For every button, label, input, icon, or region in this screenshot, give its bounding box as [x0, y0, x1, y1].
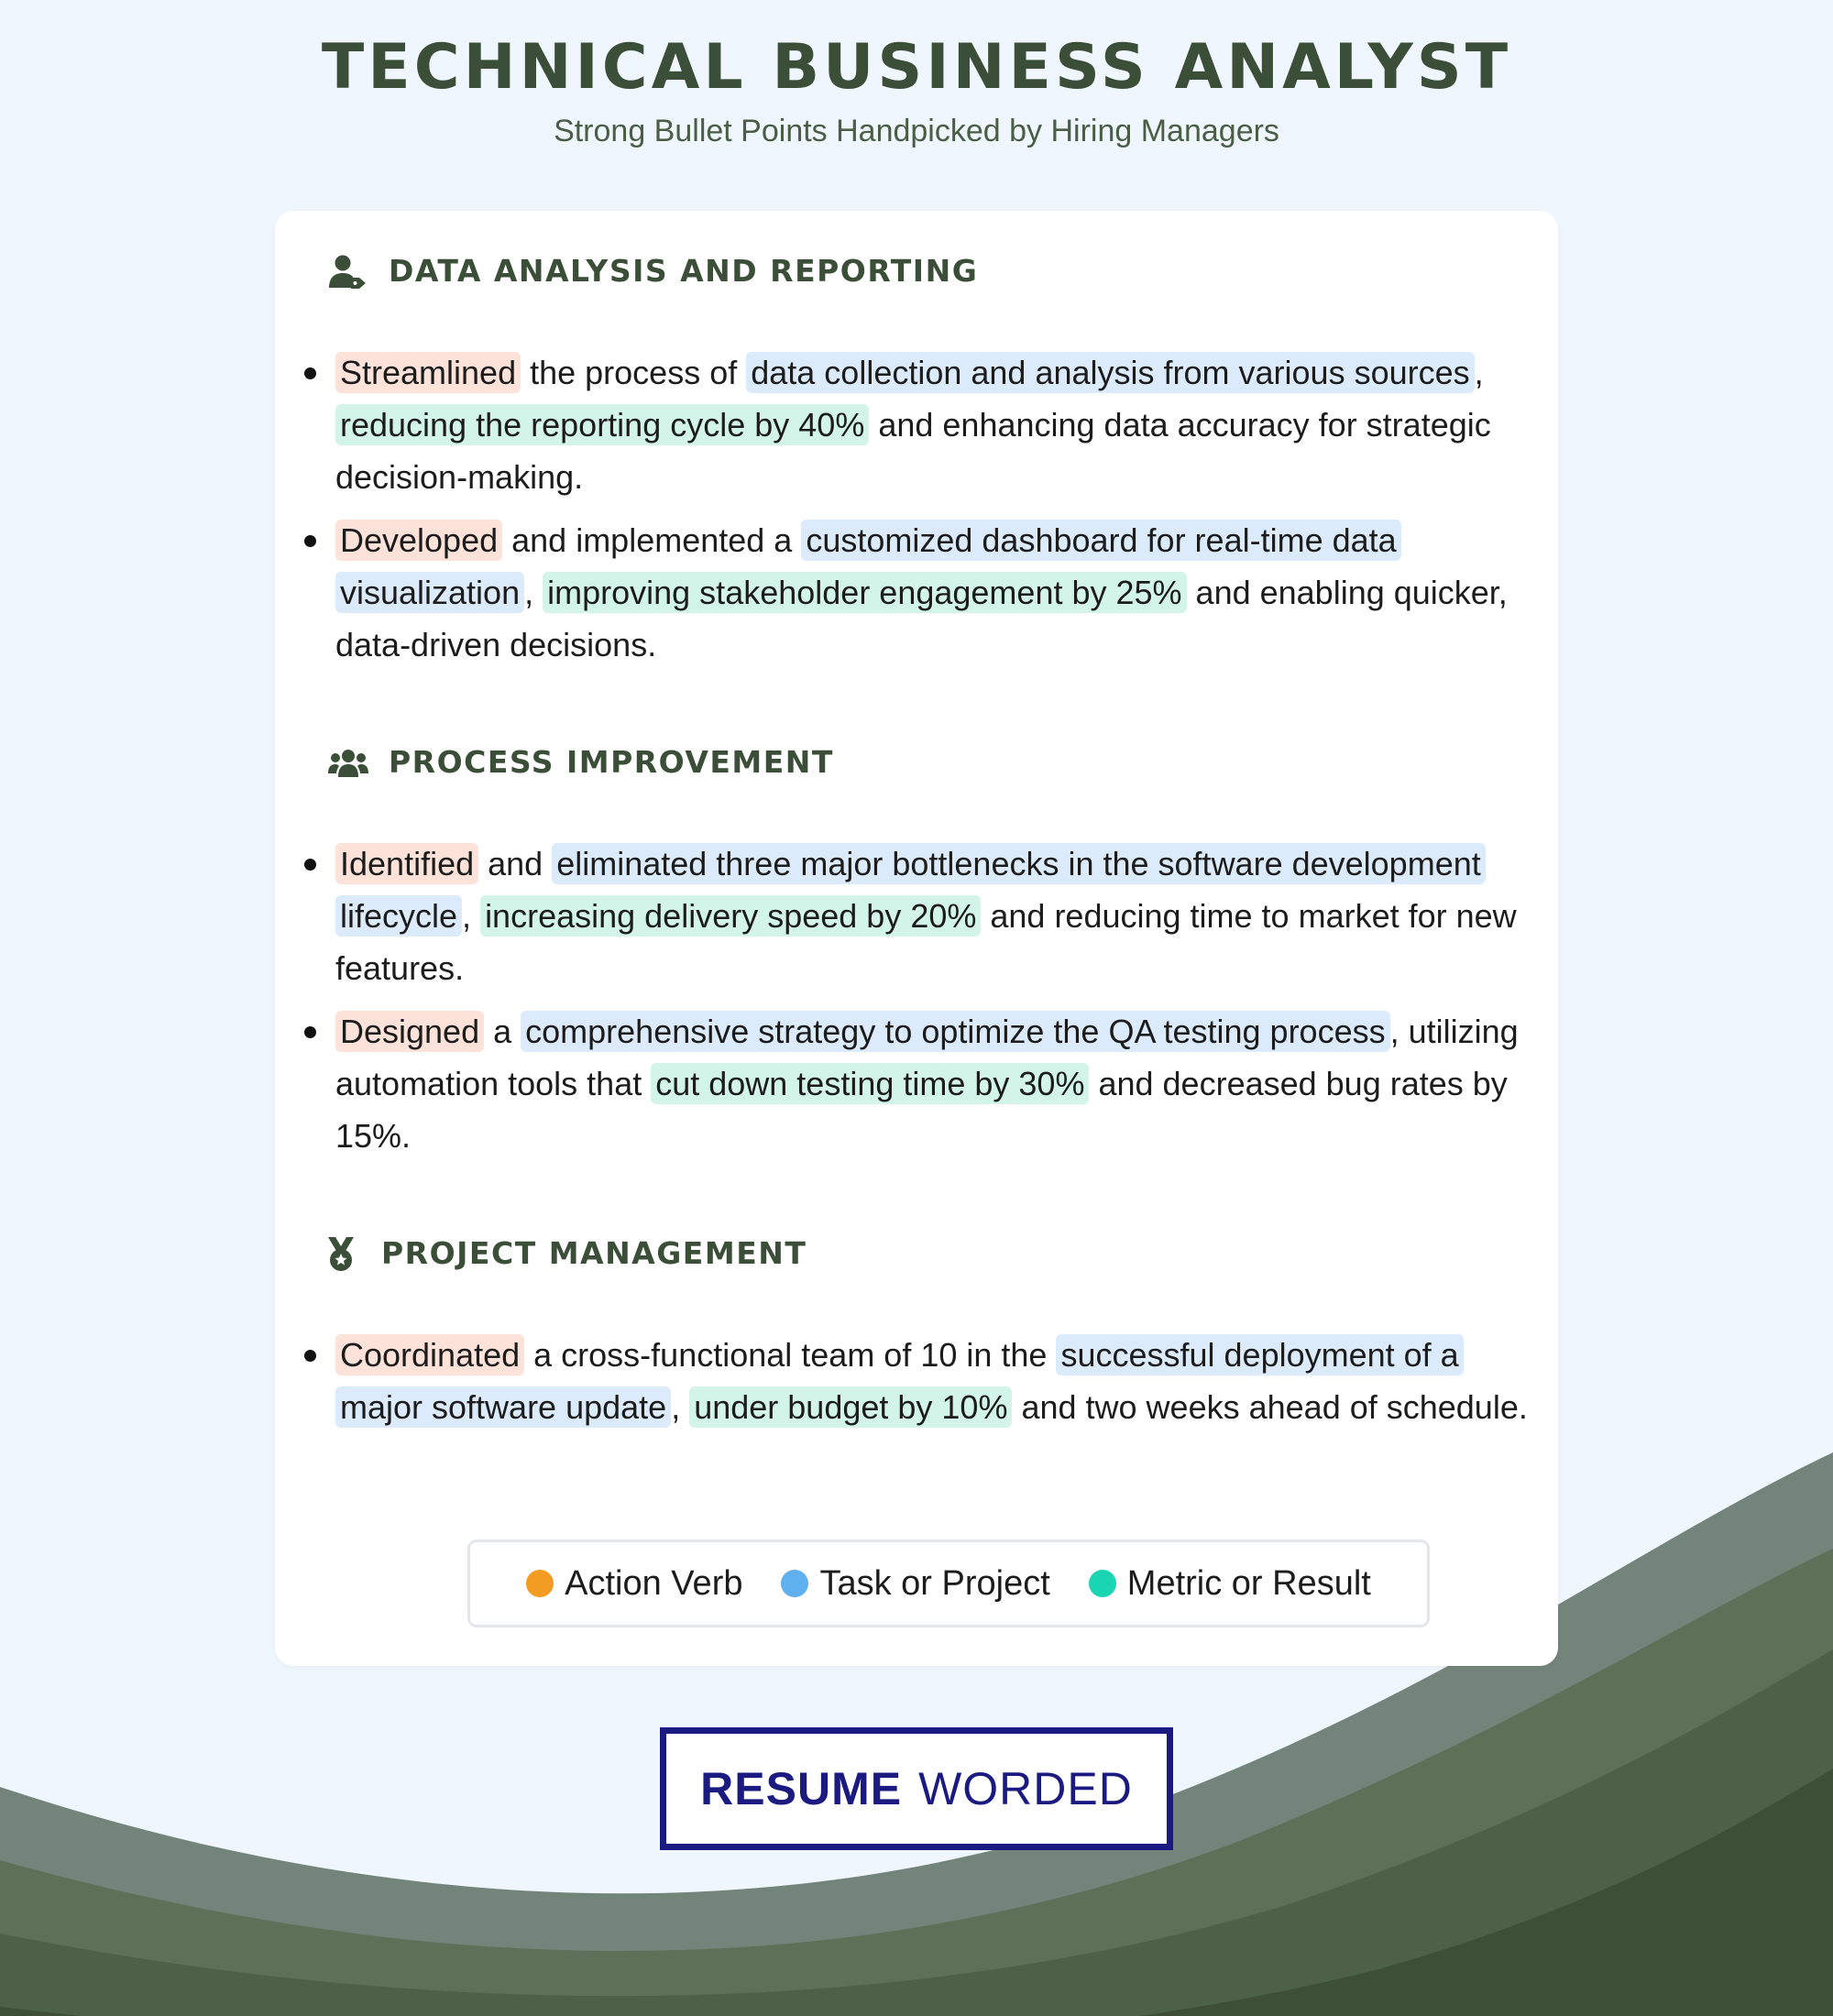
- bullet-text: a cross-functional team of 10 in the: [524, 1336, 1057, 1374]
- section-title: DATA ANALYSIS AND REPORTING: [389, 253, 979, 289]
- teal-dot-icon: [1089, 1570, 1116, 1597]
- blue-dot-icon: [781, 1570, 808, 1597]
- metric-highlight: increasing delivery speed by 20%: [480, 895, 981, 937]
- legend-item-action-verb: [526, 1564, 742, 1604]
- highlight-legend: [467, 1539, 1430, 1627]
- bullet-text: ,: [1474, 354, 1484, 391]
- bullet-text: ,: [524, 574, 543, 611]
- task-highlight: data collection and analysis from various sources: [746, 352, 1474, 393]
- page-title: TECHNICAL BUSINESS ANALYST: [321, 31, 1512, 104]
- bullet-point: [275, 838, 1558, 994]
- section-title: PROJECT MANAGEMENT: [381, 1235, 807, 1271]
- task-highlight: customized dashboard for real-time data visualization: [335, 520, 1401, 613]
- bullet-text: a: [484, 1013, 521, 1050]
- bullet-text: and decreased bug rates by 15%.: [335, 1065, 1508, 1155]
- section-header: [275, 740, 1558, 786]
- section-project-management: [275, 1232, 1558, 1444]
- metric-highlight: reducing the reporting cycle by 40%: [335, 404, 869, 445]
- bullet-points-card: [275, 211, 1558, 1666]
- action-verb-highlight: Coordinated: [335, 1334, 524, 1375]
- bullet-text: the process of: [521, 354, 747, 391]
- section-data-analysis: [275, 249, 1558, 682]
- metric-highlight: under budget by 10%: [689, 1386, 1012, 1428]
- logo-text-regular: WORDED: [918, 1763, 1133, 1814]
- legend-item-task-or-project: [781, 1564, 1049, 1604]
- bullet-text: ,: [671, 1388, 690, 1426]
- users-group-icon: [328, 746, 368, 781]
- bullet-text: and reducing time to market for new features.: [335, 897, 1517, 987]
- bullet-text: and two weeks ahead of schedule.: [1012, 1388, 1528, 1426]
- orange-dot-icon: [526, 1570, 554, 1597]
- user-tag-icon: [328, 255, 368, 290]
- legend-label: Action Verb: [565, 1563, 743, 1603]
- bullet-point: [275, 346, 1558, 503]
- bullet-point: [275, 1329, 1558, 1433]
- action-verb-highlight: Identified: [335, 843, 478, 884]
- bullet-text: and: [478, 845, 553, 882]
- bullet-point: [275, 1005, 1558, 1162]
- bullet-text: and enhancing data accuracy for strategic decision-making.: [335, 406, 1491, 496]
- logo-text-bold: RESUME: [700, 1763, 903, 1814]
- medal-icon: [321, 1237, 361, 1272]
- bullet-point: [275, 514, 1558, 671]
- legend-label: Task or Project: [819, 1563, 1050, 1603]
- task-highlight: comprehensive strategy to optimize the QA testing process: [521, 1011, 1389, 1052]
- bullet-text: ,: [462, 897, 481, 935]
- section-header: [275, 249, 1558, 295]
- metric-highlight: improving stakeholder engagement by 25%: [543, 572, 1186, 613]
- action-verb-highlight: Designed: [335, 1011, 484, 1052]
- bullet-list: [275, 1329, 1558, 1433]
- bullet-list: [275, 346, 1558, 671]
- section-title: PROCESS IMPROVEMENT: [389, 744, 834, 780]
- page-subtitle: Strong Bullet Points Handpicked by Hiring Managers: [554, 114, 1279, 148]
- legend-item-metric-or-result: [1089, 1564, 1371, 1604]
- bullet-text: , utilizing automation tools that: [335, 1013, 1519, 1102]
- resume-worded-logo[interactable]: [660, 1727, 1173, 1850]
- task-highlight: successful deployment of a major software update: [335, 1334, 1464, 1428]
- bullet-text: and implemented a: [502, 521, 802, 559]
- metric-highlight: cut down testing time by 30%: [651, 1063, 1089, 1104]
- section-process-improvement: [275, 740, 1558, 1173]
- action-verb-highlight: Developed: [335, 520, 502, 561]
- action-verb-highlight: Streamlined: [335, 352, 521, 393]
- bullet-text: and enabling quicker, data-driven decisions.: [335, 574, 1508, 663]
- bullet-list: [275, 838, 1558, 1162]
- section-header: [275, 1232, 1558, 1277]
- task-highlight: eliminated three major bottlenecks in the software development lifecycle: [335, 843, 1486, 937]
- legend-label: Metric or Result: [1126, 1563, 1371, 1603]
